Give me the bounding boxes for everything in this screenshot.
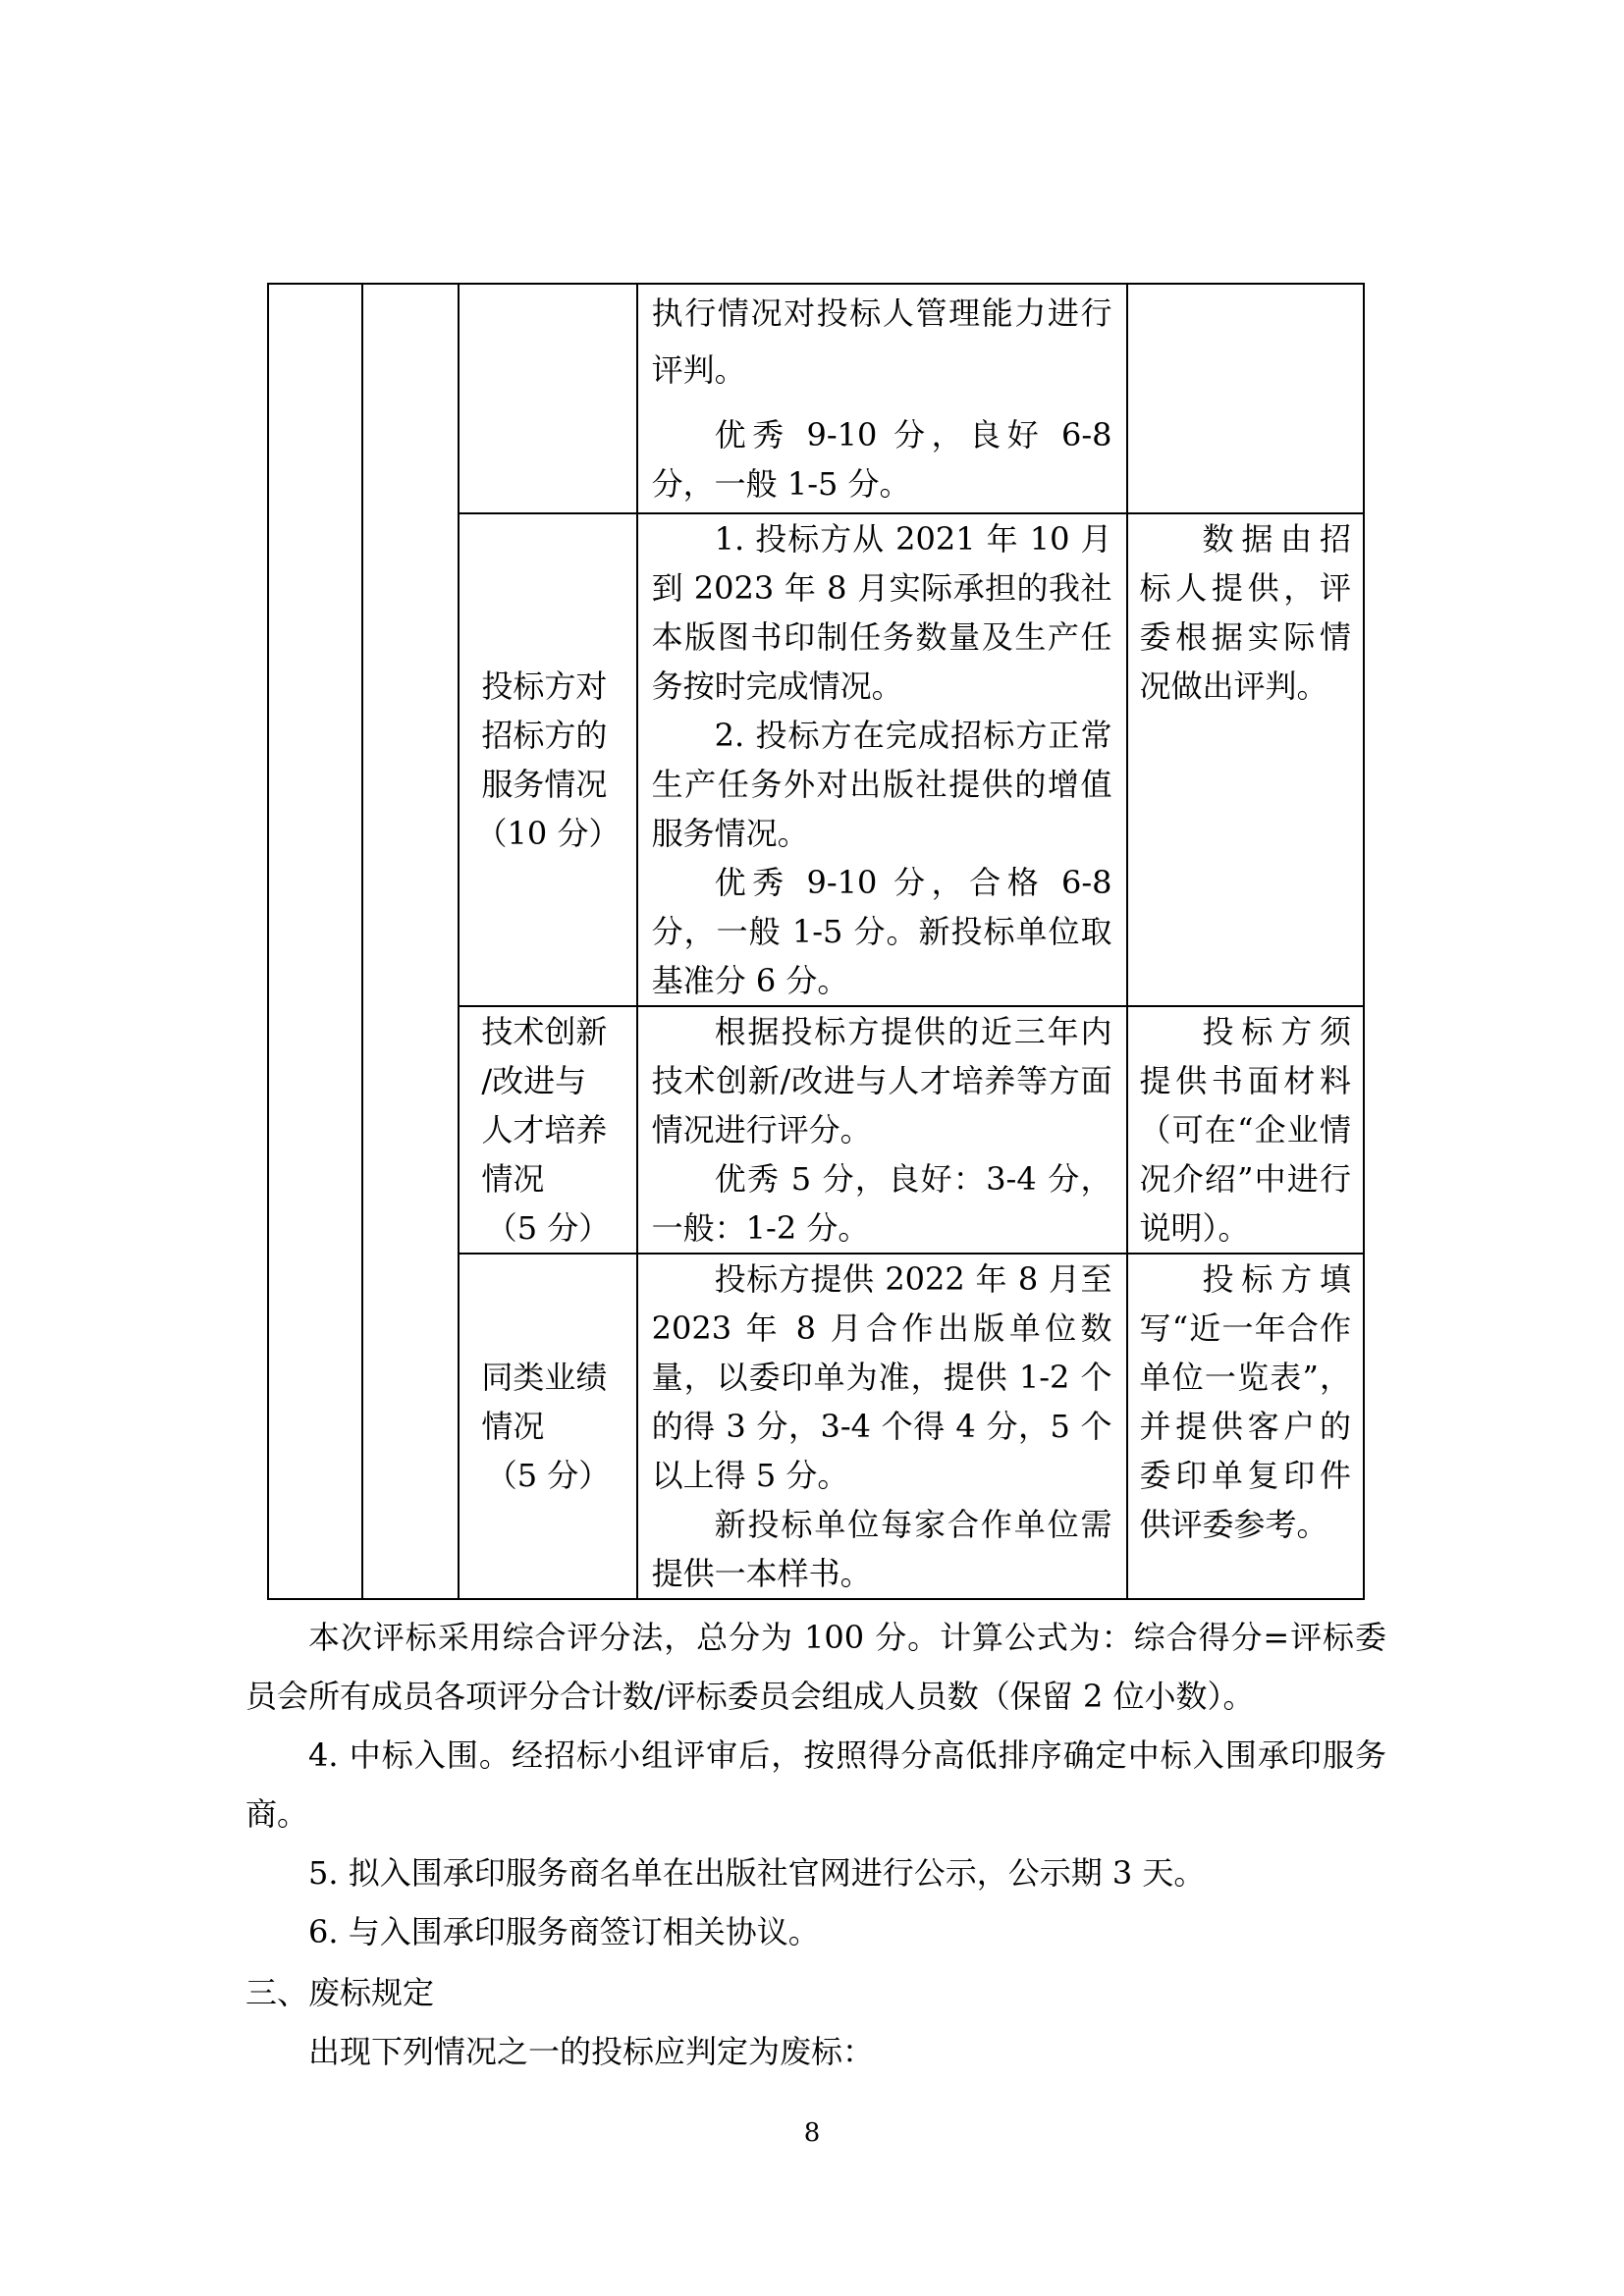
standard-text: 新投标单位每家合作单位需提供一本样书。 bbox=[651, 1506, 1112, 1592]
table-cell-empty bbox=[268, 284, 362, 1599]
criterion-line: 同类业绩 bbox=[481, 1359, 608, 1396]
criterion-score: （5 分） bbox=[485, 1209, 611, 1247]
standard-text: 优秀 9-10 分，合格 6-8 分，一般 1-5 分。新投标单位取基准分 6 分。 bbox=[651, 864, 1112, 999]
body-paragraphs bbox=[245, 2022, 1386, 2081]
criterion-score: （5 分） bbox=[485, 1457, 611, 1494]
note-text: 投标方填写“近一年合作单位一览表”，并提供客户的委印单复印件供评委参考。 bbox=[1139, 1260, 1351, 1543]
note-cell bbox=[1127, 1254, 1364, 1599]
note-text: 数据由招标人提供，评委根据实际情况做出评判。 bbox=[1139, 520, 1351, 705]
paragraph-item-4: 4. 中标入围。经招标小组评审后，按照得分高低排序确定中标入围承印服务商。 bbox=[245, 1736, 1386, 1833]
standard-text: 执行情况对投标人管理能力进行评判。 bbox=[651, 294, 1112, 389]
section-heading: 三、废标规定 bbox=[245, 1974, 435, 2011]
criterion-line: 情况 bbox=[481, 1408, 545, 1445]
table-row bbox=[268, 284, 1364, 513]
paragraph-item-5: 5. 拟入围承印服务商名单在出版社官网进行公示，公示期 3 天。 bbox=[308, 1854, 1206, 1892]
scoring-standard-cell bbox=[637, 513, 1127, 1006]
paragraph-item-6: 6. 与入围承印服务商签订相关协议。 bbox=[308, 1913, 820, 1950]
paragraph-scoring-method: 本次评标采用综合评分法，总分为 100 分。计算公式为：综合得分=评标委员会所有成员各项评分合计数/评标委员会组成人员数（保留 2 位小数）。 bbox=[245, 1619, 1386, 1715]
criterion-line: 人才培养 bbox=[481, 1111, 608, 1148]
standard-text: 优秀 9-10 分，良好 6-8 分，一般 1-5 分。 bbox=[651, 416, 1112, 503]
standard-text: 投标方提供 2022 年 8 月至 2023 年 8 月合作出版单位数量，以委印单为准，提供 1-2 个的得 3 分，3-4 个得 4 分，5 个以上得 5 分。 bbox=[651, 1260, 1112, 1494]
table-cell-empty bbox=[362, 284, 459, 1599]
note-cell bbox=[1127, 1006, 1364, 1254]
standard-text: 优秀 5 分，良好：3-4 分，一般：1-2 分。 bbox=[651, 1160, 1112, 1247]
body-paragraphs bbox=[245, 1608, 1386, 1961]
scoring-standard-cell bbox=[637, 1006, 1127, 1254]
note-text: 投标方须提供书面材料（可在“企业情况介绍”中进行说明）。 bbox=[1139, 1013, 1351, 1247]
criterion-line: 投标方对 bbox=[481, 667, 608, 705]
scoring-standard-cell bbox=[637, 1254, 1127, 1599]
criterion-line: /改进与 bbox=[481, 1062, 587, 1099]
scoring-standard-cell bbox=[637, 284, 1127, 513]
criterion-line: 技术创新 bbox=[481, 1013, 608, 1050]
scoring-table bbox=[267, 283, 1365, 1600]
criterion-cell bbox=[459, 1006, 636, 1254]
criterion-line: 招标方的 bbox=[481, 717, 608, 754]
page-number: 8 bbox=[803, 2118, 821, 2148]
criterion-score: （10 分） bbox=[475, 815, 621, 852]
paragraph-invalid-bid: 出现下列情况之一的投标应判定为废标： bbox=[308, 2033, 875, 2070]
standard-text: 1. 投标方从 2021 年 10 月到 2023 年 8 月实际承担的我社本版图书印制任务数量及生产任务按时完成情况。 bbox=[651, 520, 1112, 705]
standard-text: 2. 投标方在完成招标方正常生产任务外对出版社提供的增值服务情况。 bbox=[651, 717, 1112, 852]
standard-text: 根据投标方提供的近三年内技术创新/改进与人才培养等方面情况进行评分。 bbox=[651, 1013, 1112, 1148]
criterion-line: 情况 bbox=[481, 1160, 545, 1198]
table-cell-empty bbox=[459, 284, 636, 513]
criterion-line: 服务情况 bbox=[481, 766, 608, 803]
criterion-cell bbox=[459, 513, 636, 1006]
criterion-cell bbox=[459, 1254, 636, 1599]
table-cell-empty bbox=[1127, 284, 1364, 513]
note-cell bbox=[1127, 513, 1364, 1006]
